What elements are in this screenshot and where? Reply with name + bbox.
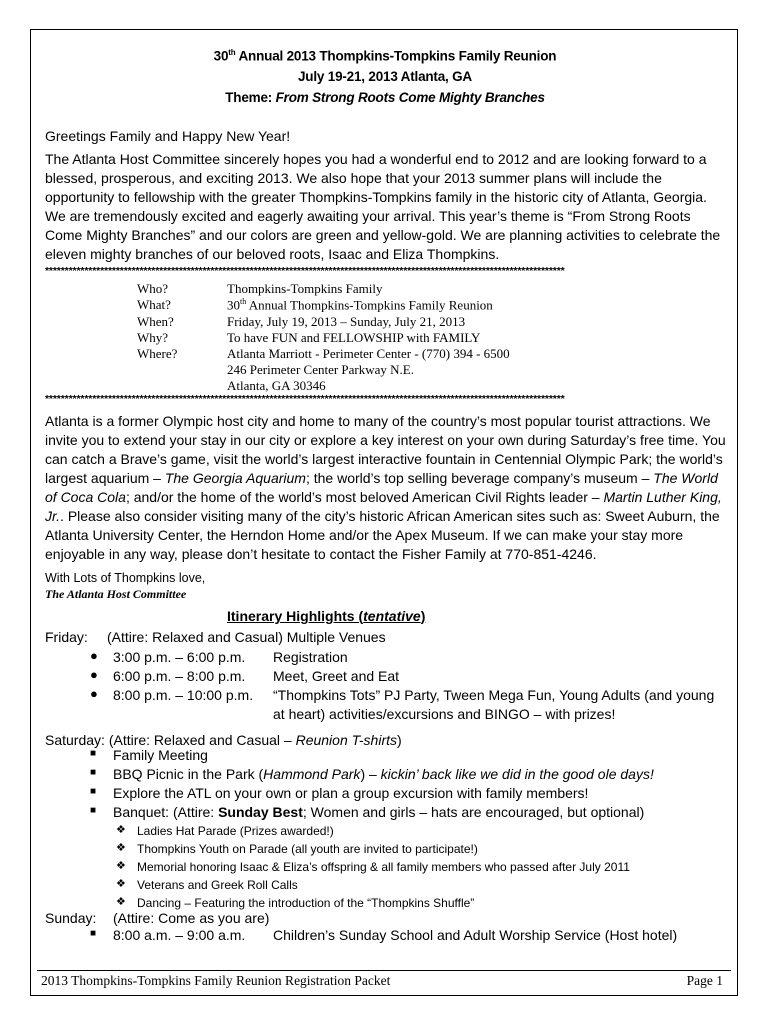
reunion-theme: Theme: From Strong Roots Come Mighty Branches (225, 90, 545, 105)
banquet-item: Ladies Hat Parade (Prizes awarded!) (137, 824, 334, 838)
intro-line: Come Mighty Branches” and our colors are green and yellow-gold. We are planning activities to celebrate the (45, 227, 721, 243)
page-footer (37, 970, 731, 988)
intro-line: blessed, prosperous, and exciting 2013. We also hope that your 2013 summer plans will include the (45, 170, 662, 186)
banquet-item: Thompkins Youth on Parade (all youth are invited to participate!) (137, 842, 478, 856)
sunday-event: Children’s Sunday School and Adult Worship Service (Host hotel) (273, 927, 678, 943)
atlanta-line: can catch a Brave’s game, visit the world’s largest interactive fountain in Centennial Olympic Park; the world’s (45, 451, 723, 467)
friday-event: Meet, Greet and Eat (273, 668, 400, 684)
banquet-item: Memorial honoring Isaac & Eliza’s offspring & all family members who passed after July 2011 (137, 860, 630, 874)
who-label: Who? (137, 281, 169, 296)
why-value: To have FUN and FELLOWSHIP with FAMILY (227, 330, 481, 345)
saturday-item: BBQ Picnic in the Park (Hammond Park) – kickin’ back like we did in the good ole days! (113, 766, 654, 782)
friday-event: “Thompkins Tots” PJ Party, Tween Mega Fun, Young Adults (and young (273, 687, 715, 703)
banquet-item: Veterans and Greek Roll Calls (137, 878, 298, 892)
when-value: Friday, July 19, 2013 – Sunday, July 21, 2013 (227, 314, 466, 329)
saturday-heading: Saturday: (Attire: Relaxed and Casual – Reunion T-shirts) (45, 732, 402, 748)
diamond-bullet-icon: ❖ (116, 878, 126, 890)
square-bullet-icon: ■ (90, 786, 97, 797)
intro-line: opportunity to fellowship with the greater Thompkins-Tompkins family in the historic city of Atlanta, Georgia. (45, 189, 707, 205)
diamond-bullet-icon: ❖ (116, 824, 126, 836)
disc-bullet-icon: ● (90, 686, 98, 701)
saturday-item: Family Meeting (113, 747, 208, 763)
sunday-attire: (Attire: Come as you are) (113, 910, 270, 926)
atlanta-line: Jr.. Please also consider visiting many of the city’s historic African American sites such as: Sweet Auburn, the (45, 508, 720, 524)
when-label: When? (137, 314, 174, 329)
signature: The Atlanta Host Committee (45, 587, 187, 601)
saturday-item: Explore the ATL on your own or plan a group excursion with family members! (113, 785, 589, 801)
atlanta-line: largest aquarium – The Georgia Aquarium; the world’s top selling beverage company’s museum – The World (45, 470, 718, 486)
diamond-bullet-icon: ❖ (116, 860, 126, 872)
friday-event-continued: at heart) activities/excursions and BINGO – with prizes! (273, 706, 616, 722)
disc-bullet-icon: ● (90, 648, 98, 663)
atlanta-line: invite you to extend your stay in our city or explore a key interest on your own during Saturday’s free time. You (45, 432, 726, 448)
what-label: What? (137, 297, 171, 312)
friday-time: 8:00 p.m. – 10:00 p.m. (113, 687, 254, 703)
atlanta-line: enjoyable in any way, please don’t hesitate to contact the Fisher Family at 770-851-4246. (45, 546, 597, 562)
friday-label: Friday: (45, 629, 88, 645)
atlanta-line: Atlanta is a former Olympic host city and home to many of the country’s most popular tourist attractions. We (45, 413, 711, 429)
page-number: Page 1 (686, 973, 723, 988)
square-bullet-icon: ■ (90, 748, 97, 759)
greeting: Greetings Family and Happy New Year! (45, 128, 291, 144)
footer-title: 2013 Thompkins-Tompkins Family Reunion Registration Packet (41, 973, 391, 988)
reunion-dates: July 19-21, 2013 Atlanta, GA (298, 69, 472, 84)
diamond-bullet-icon: ❖ (116, 842, 126, 854)
intro-line: We are tremendously excited and eagerly awaiting your arrival. This year’s theme is “From Strong Roots (45, 208, 691, 224)
saturday-item: Banquet: (Attire: Sunday Best; Women and girls – hats are encouraged, but optional) (113, 804, 645, 820)
atlanta-line: of Coca Cola; and/or the home of the world’s most beloved American Civil Rights leader – Martin Luther King, (45, 489, 722, 505)
where-label: Where? (137, 346, 178, 361)
star-divider: ************************************************************************************************************************************ (45, 393, 565, 405)
sunday-label: Sunday: (45, 910, 97, 926)
friday-attire: (Attire: Relaxed and Casual) Multiple Venues (107, 629, 386, 645)
friday-time: 6:00 p.m. – 8:00 p.m. (113, 668, 246, 684)
who-value: Thompkins-Tompkins Family (227, 281, 383, 296)
what-value: 30th Annual Thompkins-Tompkins Family Reunion (227, 297, 493, 313)
diamond-bullet-icon: ❖ (116, 896, 126, 908)
banquet-item: Dancing – Featuring the introduction of the “Thompkins Shuffle” (137, 896, 475, 910)
sunday-time: 8:00 a.m. – 9:00 a.m. (113, 927, 246, 943)
friday-time: 3:00 p.m. – 6:00 p.m. (113, 649, 246, 665)
where-value-line1: Atlanta Marriott - Perimeter Center - (770) 394 - 6500 (227, 346, 510, 361)
reunion-title: 30th Annual 2013 Thompkins-Tompkins Family Reunion (213, 48, 557, 64)
itinerary-title: Itinerary Highlights (tentative) (227, 608, 426, 624)
square-bullet-icon: ■ (90, 767, 97, 778)
friday-event: Registration (273, 649, 348, 665)
square-bullet-icon: ■ (90, 805, 97, 816)
disc-bullet-icon: ● (90, 667, 98, 682)
intro-line: The Atlanta Host Committee sincerely hopes you had a wonderful end to 2012 and are looking forward to a (45, 151, 707, 167)
square-bullet-icon: ■ (90, 928, 97, 939)
closing: With Lots of Thompkins love, (45, 571, 206, 585)
where-value-line2: 246 Perimeter Center Parkway N.E. (227, 362, 415, 377)
star-divider: ************************************************************************************************************************************ (45, 265, 565, 277)
where-value-line3: Atlanta, GA 30346 (227, 378, 326, 393)
intro-line: eleven mighty branches of our beloved roots, Isaac and Eliza Thompkins. (45, 246, 500, 262)
atlanta-line: Atlanta University Center, the Herndon Home and/or the Apex Museum. If we can make your stay more (45, 527, 684, 543)
why-label: Why? (137, 330, 169, 345)
